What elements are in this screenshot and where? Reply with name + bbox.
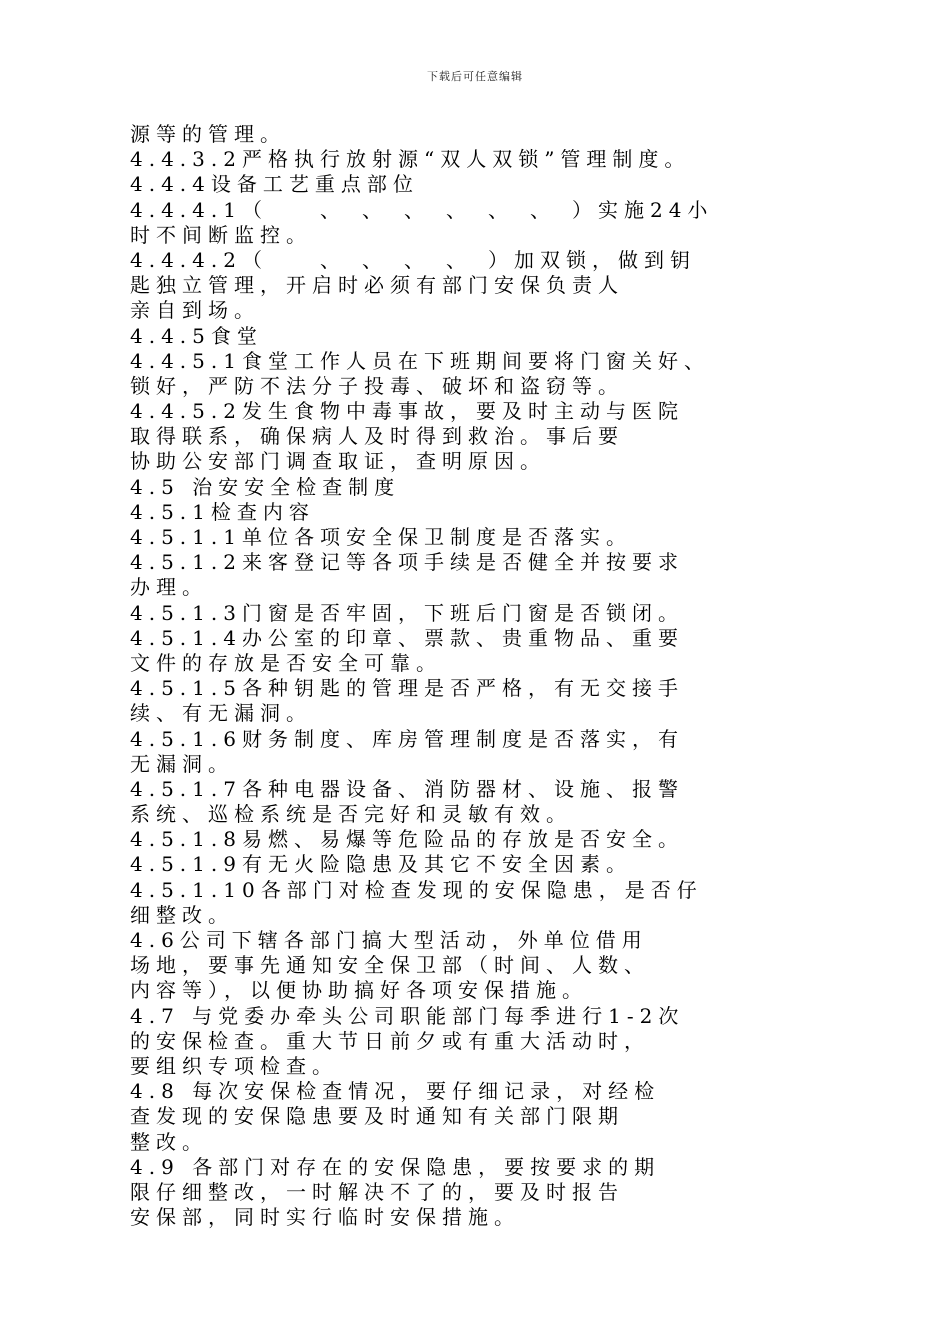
text-line: 文件的存放是否安全可靠。 — [130, 650, 442, 675]
text-line: 4.5.1.2来客登记等各项手续是否健全并按要求 — [130, 550, 684, 575]
text-line: 4.4.5.1食堂工作人员在下班期间要将门窗关好、 — [130, 348, 710, 373]
text-line: 4.4.4设备工艺重点部位 — [130, 172, 419, 197]
page-header: 下载后可任意编辑 — [427, 70, 523, 83]
text-line: 源等的管理。 — [130, 122, 286, 146]
text-line: 锁好，严防不法分子投毒、破坏和盗窃等。 — [130, 373, 624, 398]
text-line: 4.4.5食堂 — [130, 323, 263, 348]
text-line: 协助公安部门调查取证，查明原因。 — [130, 449, 546, 474]
text-line: 查发现的安保隐患要及时通知有关部门限期 — [130, 1104, 624, 1129]
text-line: 亲自到场。 — [130, 298, 260, 323]
text-line: 整改。 — [130, 1129, 208, 1154]
text-line: 4.9 各部门对存在的安保隐患，要按要求的期 — [130, 1154, 661, 1179]
text-line: 4.7 与党委办牵头公司职能部门每季进行1-2次 — [130, 1003, 685, 1028]
text-line: 4.5.1.3门窗是否牢固，下班后门窗是否锁闭。 — [130, 600, 684, 625]
text-line: 4.5 治安安全检查制度 — [130, 474, 401, 499]
text-line: 4.5.1检查内容 — [130, 499, 315, 524]
text-line: 4.4.3.2严格执行放射源“双人双锁”管理制度。 — [130, 147, 691, 172]
text-line: 的安保检查。重大节日前夕或有重大活动时， — [130, 1028, 650, 1053]
text-line: 4.5.1.4办公室的印章、票款、贵重物品、重要 — [130, 625, 684, 650]
text-line: 4.5.1.1单位各项安全保卫制度是否落实。 — [130, 525, 632, 549]
text-line: 4.5.1.8易燃、易爆等危险品的存放是否安全。 — [130, 827, 684, 852]
text-line: 时不间断监控。 — [130, 222, 312, 247]
text-line: 续、有无漏洞。 — [130, 701, 312, 726]
text-line: 4.5.1.5各种钥匙的管理是否严格，有无交接手 — [130, 676, 684, 701]
text-line: 4.8 每次安保检查情况，要仔细记录，对经检 — [130, 1079, 661, 1104]
text-line: 细整改。 — [130, 902, 234, 927]
text-line: 限仔细整改，一时解决不了的，要及时报告 — [130, 1179, 624, 1204]
document-body — [130, 122, 835, 1230]
text-line: 匙独立管理，开启时必须有部门安保负责人 — [130, 273, 624, 298]
text-line: 4.6公司下辖各部门搞大型活动，外单位借用 — [130, 928, 648, 952]
text-line: 取得联系，确保病人及时得到救治。事后要 — [130, 424, 624, 449]
text-line: 要组织专项检查。 — [130, 1053, 338, 1078]
text-line: 4.4.4.2（ 、 、 、 、 ）加双锁，做到钥 — [130, 247, 696, 272]
text-line: 办理。 — [130, 575, 208, 600]
text-line: 4.5.1.10各部门对检查发现的安保隐患，是否仔 — [130, 877, 703, 902]
text-line: 无漏洞。 — [130, 751, 234, 776]
text-line: 系统、巡检系统是否完好和灵敏有效。 — [130, 802, 572, 827]
text-line: 4.5.1.6财务制度、库房管理制度是否落实，有 — [130, 726, 684, 751]
text-line: 安保部，同时实行临时安保措施。 — [130, 1205, 520, 1230]
text-line: 内容等），以便协助搞好各项安保措施。 — [130, 978, 588, 1003]
text-line: 4.4.4.1（ 、 、 、 、 、 、 ）实施24小 — [130, 197, 714, 222]
text-line: 4.5.1.9有无火险隐患及其它不安全因素。 — [130, 852, 632, 877]
text-line: 4.5.1.7各种电器设备、消防器材、设施、报警 — [130, 776, 684, 801]
text-line: 4.4.5.2发生食物中毒事故，要及时主动与医院 — [130, 399, 684, 424]
text-line: 场地，要事先通知安全保卫部（时间、人数、 — [130, 953, 650, 978]
